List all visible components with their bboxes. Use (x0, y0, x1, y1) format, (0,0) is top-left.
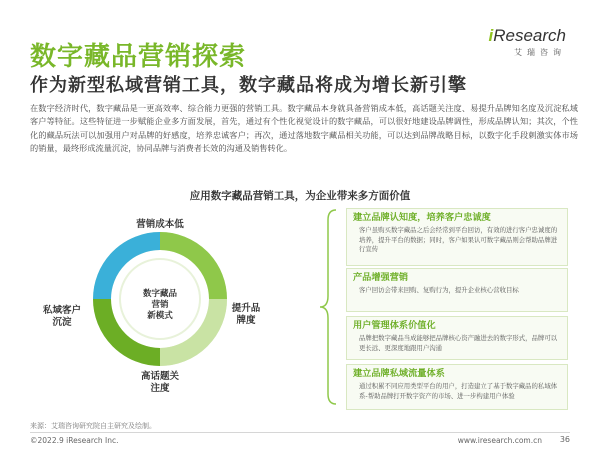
card-user-management (346, 316, 568, 360)
card-text: 品牌把数字藏品当成能够把品牌核心资产融进去的数字形式，品牌可以更长远、更深度地跟用户沟通 (359, 334, 558, 352)
center-line-2: 营销 (151, 300, 169, 310)
page-title: 数字藏品营销探索 (30, 42, 247, 72)
logo-wordmark (489, 26, 567, 46)
label-bottom (133, 371, 187, 395)
card-title: 建立品牌认知度，培养客户忠诚度 (353, 212, 491, 223)
card-title: 建立品牌私域流量体系 (353, 368, 445, 379)
bracket-path (320, 210, 336, 404)
label-left-line-2: 沉淀 (52, 317, 72, 328)
iresearch-logo (489, 26, 567, 58)
label-right-line-2: 牌度 (236, 315, 256, 326)
card-title: 产品增强营销 (353, 272, 409, 283)
card-private-traffic (346, 364, 568, 410)
page-subtitle: 作为新型私域营销工具，数字藏品将成为增长新引擎 (30, 75, 467, 96)
logo-subtitle: 艾瑞咨询 (514, 48, 566, 57)
card-brand-awareness (346, 208, 568, 266)
intro-paragraph: 在数字经济时代，数字藏品是一更高效率、综合能力更强的营销工具。数字藏品本身就具备营销成本低，高话题关注度、易提升品牌知名度及沉淀私域客户等特征。这些特征进一步赋能企业多方面发展，首先，通过有个性化视觉设计的数字藏品，可以很好地建设品牌调性，形成品牌认知；其次，个性化的藏品玩法可以加强用户对品牌的好感度，培养忠诚客户；再次，通过落地数字藏品相关功能，可以达到品牌战略目标，以数字化手段刺激实体市场的销量，最终形成流量沉淀，协同品牌与消费者长效的沟通及销售转化。 (30, 103, 578, 154)
footer-divider (30, 432, 570, 433)
card-product-marketing (346, 268, 568, 312)
bracket-graphic (318, 208, 338, 406)
card-text: 客户回访会带来回购、复购行为，提升企业核心营收目标 (359, 286, 519, 294)
website-url: www.iresearch.com.cn (457, 436, 542, 445)
card-title: 用户管理体系价值化 (353, 320, 436, 331)
label-right (226, 303, 266, 327)
label-top: 营销成本低 (136, 219, 184, 230)
diagram-center-label (125, 289, 195, 322)
center-line-3: 新模式 (147, 311, 173, 321)
copyright: ©2022.9 iResearch Inc. (30, 436, 119, 445)
logo-main-text: Research (493, 26, 566, 45)
label-right-line-1: 提升品 (231, 303, 261, 314)
label-left-line-1: 私域客户 (42, 305, 81, 316)
value-ring-diagram (30, 205, 330, 420)
label-left (34, 305, 90, 329)
source-note: 来源：艾瑞咨询研究院自主研究及绘制。 (30, 422, 156, 430)
label-bottom-line-1: 高话题关 (140, 371, 179, 382)
logo-prefix: i (488, 26, 494, 45)
page-number: 36 (559, 435, 570, 444)
label-bottom-line-2: 注度 (150, 383, 170, 394)
card-text: 通过积累不同应用类型平台的用户，打造建立了基于数字藏品的私域体系-帮助品牌打开数字资产的市场、进一步构建用户体验 (359, 382, 558, 400)
center-line-1: 数字藏品 (142, 289, 177, 299)
card-text: 客户虽购买数字藏品之后会经常到平台回访，有效的进行客户忠诚度的培养，提升平台的数据；同时，客户如果认可数字藏品则会帮助品牌进行宣传 (359, 226, 558, 253)
section-title: 应用数字藏品营销工具，为企业带来多方面价值 (189, 190, 411, 202)
